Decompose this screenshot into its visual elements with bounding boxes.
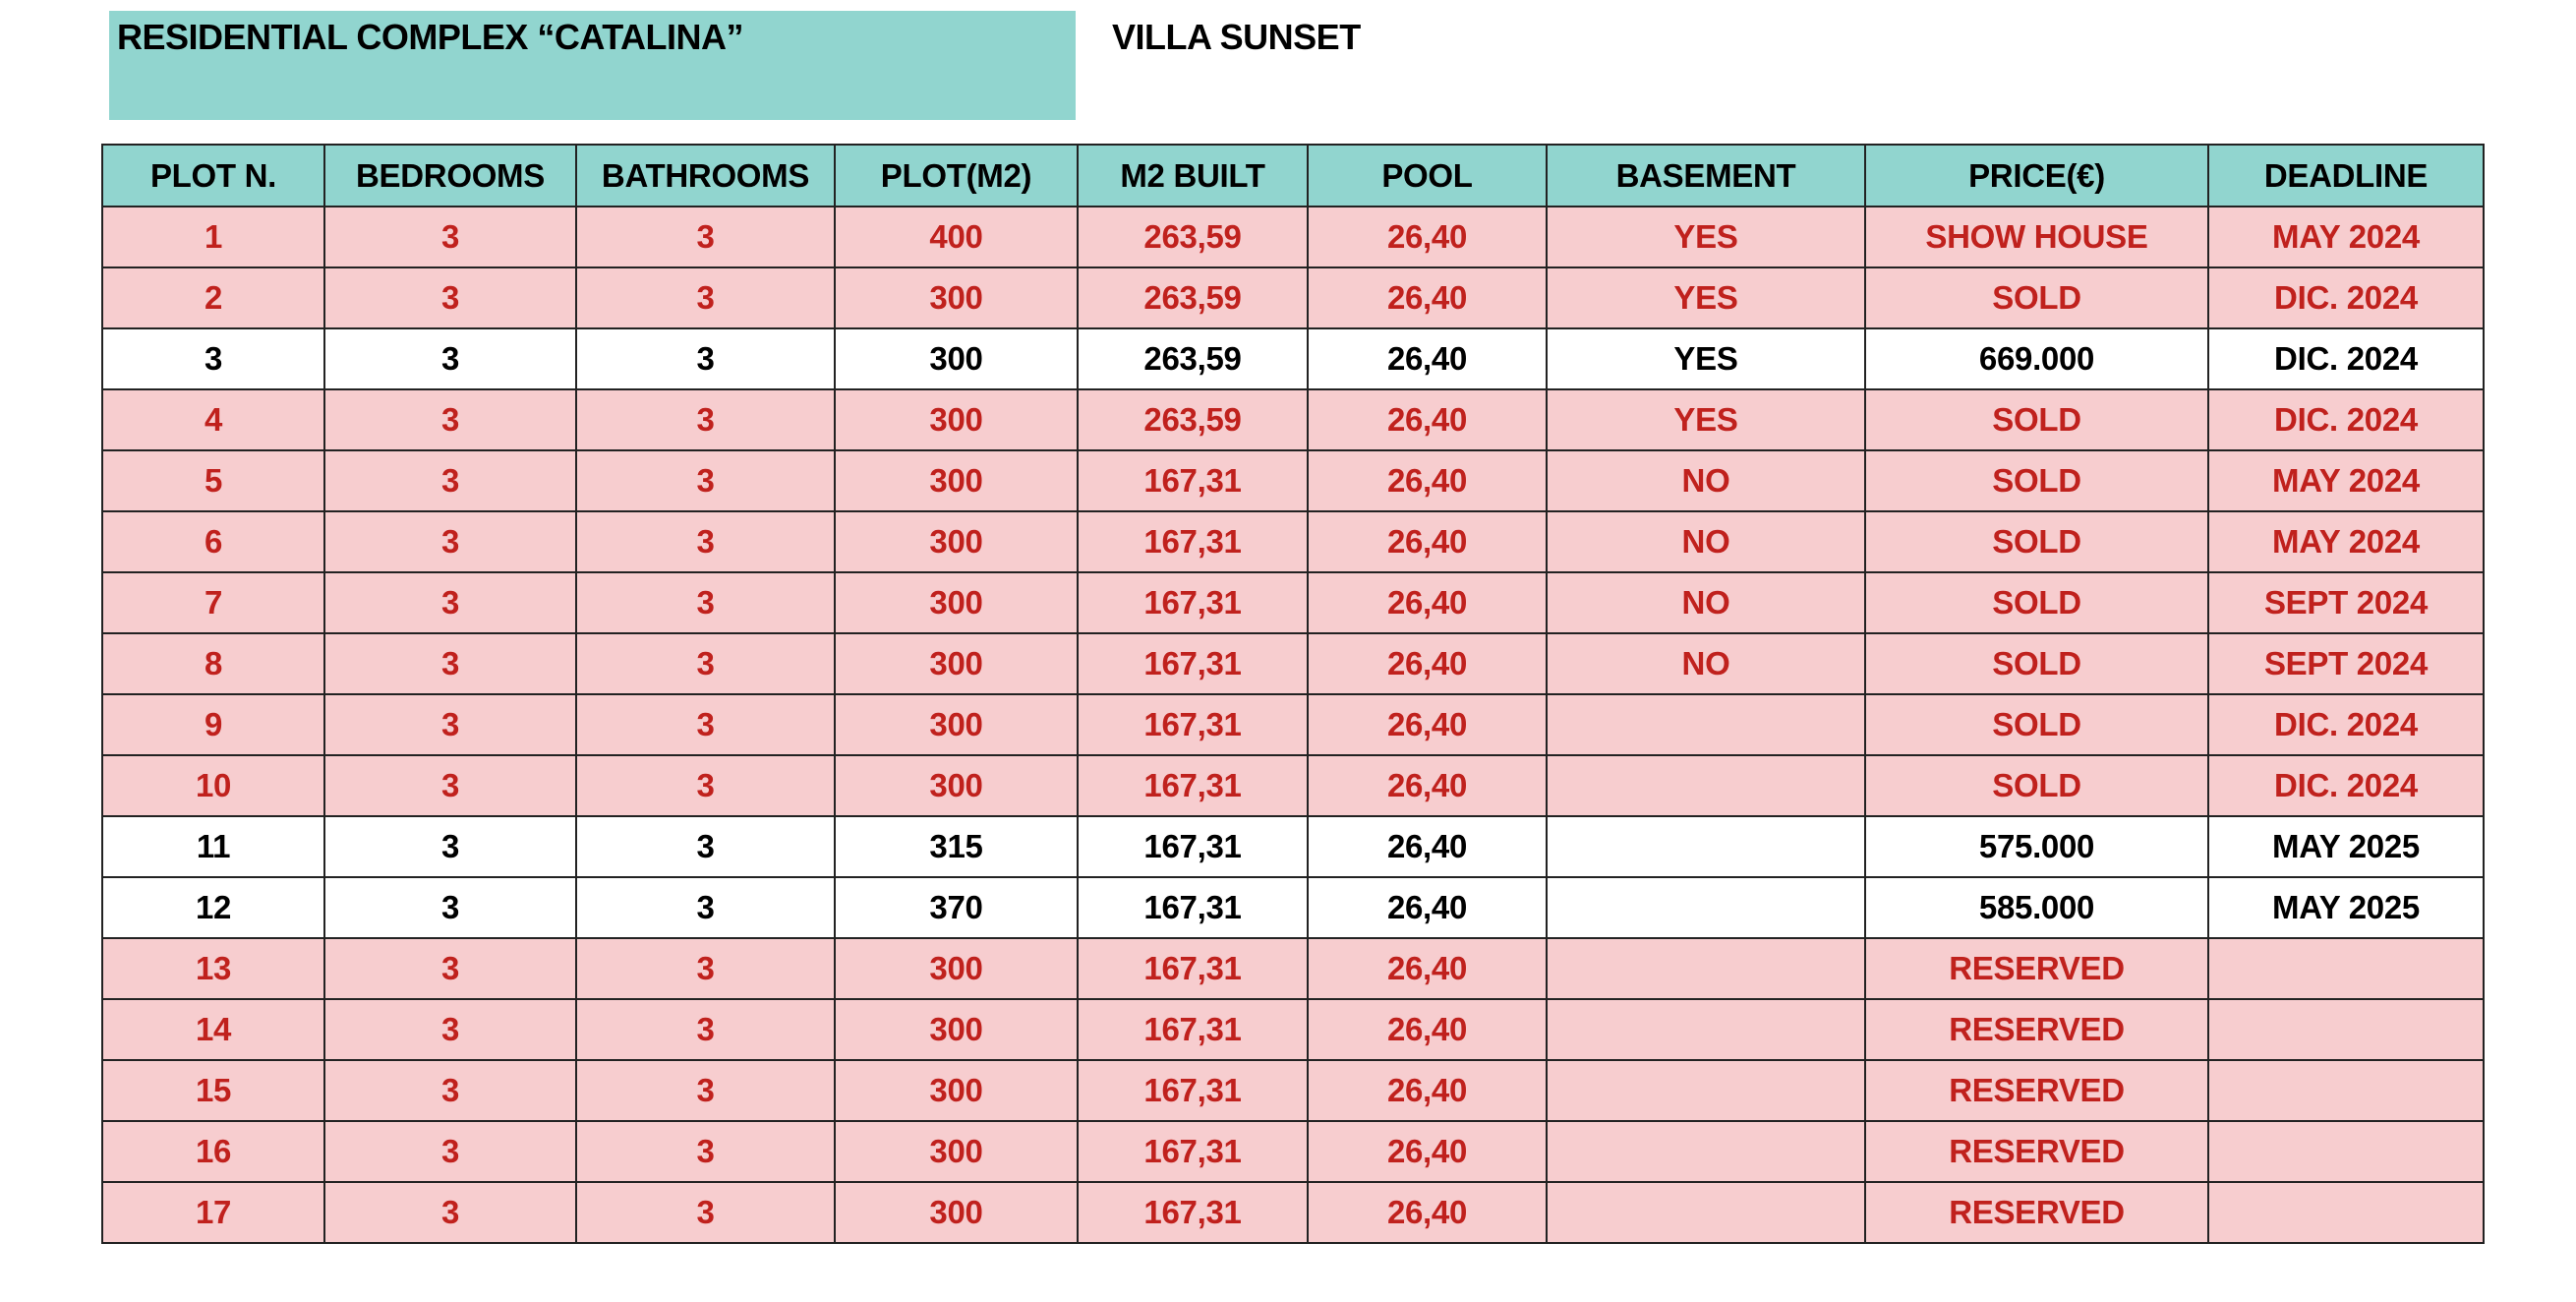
cell-deadline: SEPT 2024: [2208, 633, 2484, 694]
cell-plot-m2: 300: [835, 450, 1078, 511]
cell-basement: [1547, 938, 1865, 999]
cell-bathrooms: 3: [576, 877, 835, 938]
cell-plot-number: 4: [102, 389, 324, 450]
cell-plot-m2: 300: [835, 1060, 1078, 1121]
cell-price: SOLD: [1865, 389, 2208, 450]
complex-title: RESIDENTIAL COMPLEX “CATALINA”: [117, 17, 744, 57]
col-header-deadline: DEADLINE: [2208, 145, 2484, 207]
cell-pool: 26,40: [1308, 816, 1547, 877]
cell-price: SOLD: [1865, 267, 2208, 328]
cell-plot-number: 10: [102, 755, 324, 816]
table-row: [102, 999, 2484, 1060]
cell-bathrooms: 3: [576, 511, 835, 572]
cell-basement: NO: [1547, 450, 1865, 511]
cell-deadline: [2208, 938, 2484, 999]
cell-plot-number: 9: [102, 694, 324, 755]
table-row: [102, 450, 2484, 511]
cell-deadline: [2208, 1121, 2484, 1182]
cell-pool: 26,40: [1308, 1121, 1547, 1182]
table-row: [102, 1182, 2484, 1243]
cell-pool: 26,40: [1308, 389, 1547, 450]
cell-bedrooms: 3: [324, 938, 576, 999]
cell-price: 669.000: [1865, 328, 2208, 389]
cell-basement: [1547, 816, 1865, 877]
cell-bathrooms: 3: [576, 694, 835, 755]
cell-plot-number: 1: [102, 207, 324, 267]
cell-m2-built: 167,31: [1078, 938, 1308, 999]
cell-bathrooms: 3: [576, 816, 835, 877]
cell-bathrooms: 3: [576, 633, 835, 694]
cell-plot-m2: 300: [835, 755, 1078, 816]
table-row: [102, 755, 2484, 816]
cell-bathrooms: 3: [576, 207, 835, 267]
cell-basement: YES: [1547, 389, 1865, 450]
table-row: [102, 938, 2484, 999]
cell-bedrooms: 3: [324, 1060, 576, 1121]
cell-plot-m2: 300: [835, 1182, 1078, 1243]
table-row: [102, 328, 2484, 389]
col-header-plot-m2: PLOT(M2): [835, 145, 1078, 207]
table-row: [102, 816, 2484, 877]
cell-price: SHOW HOUSE: [1865, 207, 2208, 267]
cell-bedrooms: 3: [324, 816, 576, 877]
cell-plot-m2: 315: [835, 816, 1078, 877]
cell-price: SOLD: [1865, 450, 2208, 511]
cell-basement: [1547, 1182, 1865, 1243]
cell-pool: 26,40: [1308, 1060, 1547, 1121]
table-row: [102, 207, 2484, 267]
cell-deadline: DIC. 2024: [2208, 328, 2484, 389]
cell-deadline: DIC. 2024: [2208, 389, 2484, 450]
cell-pool: 26,40: [1308, 694, 1547, 755]
cell-m2-built: 167,31: [1078, 1182, 1308, 1243]
cell-plot-m2: 300: [835, 633, 1078, 694]
plots-table: [101, 144, 2485, 1244]
cell-plot-number: 17: [102, 1182, 324, 1243]
table-row: [102, 1121, 2484, 1182]
table-row: [102, 877, 2484, 938]
cell-price: SOLD: [1865, 511, 2208, 572]
cell-price: 585.000: [1865, 877, 2208, 938]
cell-m2-built: 263,59: [1078, 389, 1308, 450]
table-row: [102, 572, 2484, 633]
cell-plot-number: 3: [102, 328, 324, 389]
cell-deadline: [2208, 1182, 2484, 1243]
cell-plot-number: 8: [102, 633, 324, 694]
cell-m2-built: 263,59: [1078, 207, 1308, 267]
cell-deadline: MAY 2024: [2208, 207, 2484, 267]
col-header-bedrooms: BEDROOMS: [324, 145, 576, 207]
complex-title-box: [109, 11, 1076, 120]
cell-bathrooms: 3: [576, 938, 835, 999]
cell-basement: YES: [1547, 328, 1865, 389]
table-row: [102, 389, 2484, 450]
cell-basement: NO: [1547, 572, 1865, 633]
cell-deadline: DIC. 2024: [2208, 694, 2484, 755]
cell-bathrooms: 3: [576, 328, 835, 389]
cell-plot-m2: 300: [835, 694, 1078, 755]
cell-m2-built: 167,31: [1078, 1060, 1308, 1121]
cell-deadline: DIC. 2024: [2208, 755, 2484, 816]
cell-bedrooms: 3: [324, 328, 576, 389]
cell-basement: NO: [1547, 511, 1865, 572]
cell-plot-number: 16: [102, 1121, 324, 1182]
cell-basement: YES: [1547, 207, 1865, 267]
col-header-bathrooms: BATHROOMS: [576, 145, 835, 207]
cell-m2-built: 263,59: [1078, 328, 1308, 389]
cell-price: SOLD: [1865, 694, 2208, 755]
cell-bathrooms: 3: [576, 755, 835, 816]
cell-m2-built: 167,31: [1078, 999, 1308, 1060]
cell-basement: [1547, 1060, 1865, 1121]
cell-m2-built: 167,31: [1078, 1121, 1308, 1182]
cell-pool: 26,40: [1308, 938, 1547, 999]
table-row: [102, 267, 2484, 328]
cell-m2-built: 263,59: [1078, 267, 1308, 328]
cell-m2-built: 167,31: [1078, 450, 1308, 511]
cell-bedrooms: 3: [324, 633, 576, 694]
cell-pool: 26,40: [1308, 877, 1547, 938]
cell-deadline: SEPT 2024: [2208, 572, 2484, 633]
cell-plot-number: 12: [102, 877, 324, 938]
table-row: [102, 1060, 2484, 1121]
cell-m2-built: 167,31: [1078, 572, 1308, 633]
cell-plot-m2: 300: [835, 267, 1078, 328]
cell-basement: [1547, 1121, 1865, 1182]
cell-pool: 26,40: [1308, 1182, 1547, 1243]
cell-plot-number: 7: [102, 572, 324, 633]
cell-deadline: [2208, 1060, 2484, 1121]
cell-plot-number: 14: [102, 999, 324, 1060]
cell-bedrooms: 3: [324, 207, 576, 267]
cell-deadline: [2208, 999, 2484, 1060]
cell-pool: 26,40: [1308, 999, 1547, 1060]
cell-basement: NO: [1547, 633, 1865, 694]
cell-plot-m2: 300: [835, 328, 1078, 389]
villa-name: VILLA SUNSET: [1112, 17, 1361, 57]
col-header-basement: BASEMENT: [1547, 145, 1865, 207]
cell-m2-built: 167,31: [1078, 511, 1308, 572]
cell-bedrooms: 3: [324, 1182, 576, 1243]
cell-plot-number: 11: [102, 816, 324, 877]
cell-bedrooms: 3: [324, 877, 576, 938]
table-header-row: [102, 145, 2484, 207]
table-row: [102, 633, 2484, 694]
cell-basement: YES: [1547, 267, 1865, 328]
table-row: [102, 694, 2484, 755]
cell-pool: 26,40: [1308, 755, 1547, 816]
cell-bedrooms: 3: [324, 694, 576, 755]
cell-plot-m2: 300: [835, 572, 1078, 633]
cell-m2-built: 167,31: [1078, 633, 1308, 694]
cell-price: 575.000: [1865, 816, 2208, 877]
cell-plot-m2: 300: [835, 511, 1078, 572]
cell-plot-m2: 370: [835, 877, 1078, 938]
table-body: [102, 207, 2484, 1243]
cell-deadline: DIC. 2024: [2208, 267, 2484, 328]
cell-pool: 26,40: [1308, 511, 1547, 572]
cell-bedrooms: 3: [324, 389, 576, 450]
cell-bathrooms: 3: [576, 999, 835, 1060]
cell-pool: 26,40: [1308, 267, 1547, 328]
cell-bedrooms: 3: [324, 572, 576, 633]
cell-pool: 26,40: [1308, 572, 1547, 633]
cell-price: RESERVED: [1865, 999, 2208, 1060]
cell-plot-number: 2: [102, 267, 324, 328]
cell-plot-number: 6: [102, 511, 324, 572]
cell-plot-m2: 300: [835, 389, 1078, 450]
cell-m2-built: 167,31: [1078, 755, 1308, 816]
cell-bedrooms: 3: [324, 999, 576, 1060]
cell-plot-number: 13: [102, 938, 324, 999]
cell-price: SOLD: [1865, 633, 2208, 694]
cell-pool: 26,40: [1308, 450, 1547, 511]
cell-plot-m2: 400: [835, 207, 1078, 267]
cell-deadline: MAY 2025: [2208, 816, 2484, 877]
cell-plot-m2: 300: [835, 999, 1078, 1060]
cell-bathrooms: 3: [576, 572, 835, 633]
cell-deadline: MAY 2024: [2208, 450, 2484, 511]
cell-price: SOLD: [1865, 572, 2208, 633]
cell-pool: 26,40: [1308, 207, 1547, 267]
col-header-price: PRICE(€): [1865, 145, 2208, 207]
cell-basement: [1547, 755, 1865, 816]
cell-price: RESERVED: [1865, 1121, 2208, 1182]
cell-plot-m2: 300: [835, 938, 1078, 999]
cell-basement: [1547, 999, 1865, 1060]
cell-bathrooms: 3: [576, 1121, 835, 1182]
cell-price: SOLD: [1865, 755, 2208, 816]
cell-plot-m2: 300: [835, 1121, 1078, 1182]
cell-bathrooms: 3: [576, 1182, 835, 1243]
cell-plot-number: 5: [102, 450, 324, 511]
cell-pool: 26,40: [1308, 328, 1547, 389]
col-header-pool: POOL: [1308, 145, 1547, 207]
cell-bathrooms: 3: [576, 450, 835, 511]
cell-deadline: MAY 2024: [2208, 511, 2484, 572]
cell-bathrooms: 3: [576, 1060, 835, 1121]
cell-basement: [1547, 694, 1865, 755]
table-row: [102, 511, 2484, 572]
cell-bedrooms: 3: [324, 450, 576, 511]
cell-pool: 26,40: [1308, 633, 1547, 694]
cell-price: RESERVED: [1865, 1182, 2208, 1243]
cell-bedrooms: 3: [324, 511, 576, 572]
cell-bedrooms: 3: [324, 267, 576, 328]
cell-bathrooms: 3: [576, 267, 835, 328]
cell-m2-built: 167,31: [1078, 877, 1308, 938]
col-header-plot-number: PLOT N.: [102, 145, 324, 207]
cell-bedrooms: 3: [324, 1121, 576, 1182]
cell-bedrooms: 3: [324, 755, 576, 816]
cell-price: RESERVED: [1865, 938, 2208, 999]
col-header-m2-built: M2 BUILT: [1078, 145, 1308, 207]
cell-price: RESERVED: [1865, 1060, 2208, 1121]
cell-m2-built: 167,31: [1078, 694, 1308, 755]
cell-deadline: MAY 2025: [2208, 877, 2484, 938]
cell-plot-number: 15: [102, 1060, 324, 1121]
cell-basement: [1547, 877, 1865, 938]
cell-m2-built: 167,31: [1078, 816, 1308, 877]
cell-bathrooms: 3: [576, 389, 835, 450]
